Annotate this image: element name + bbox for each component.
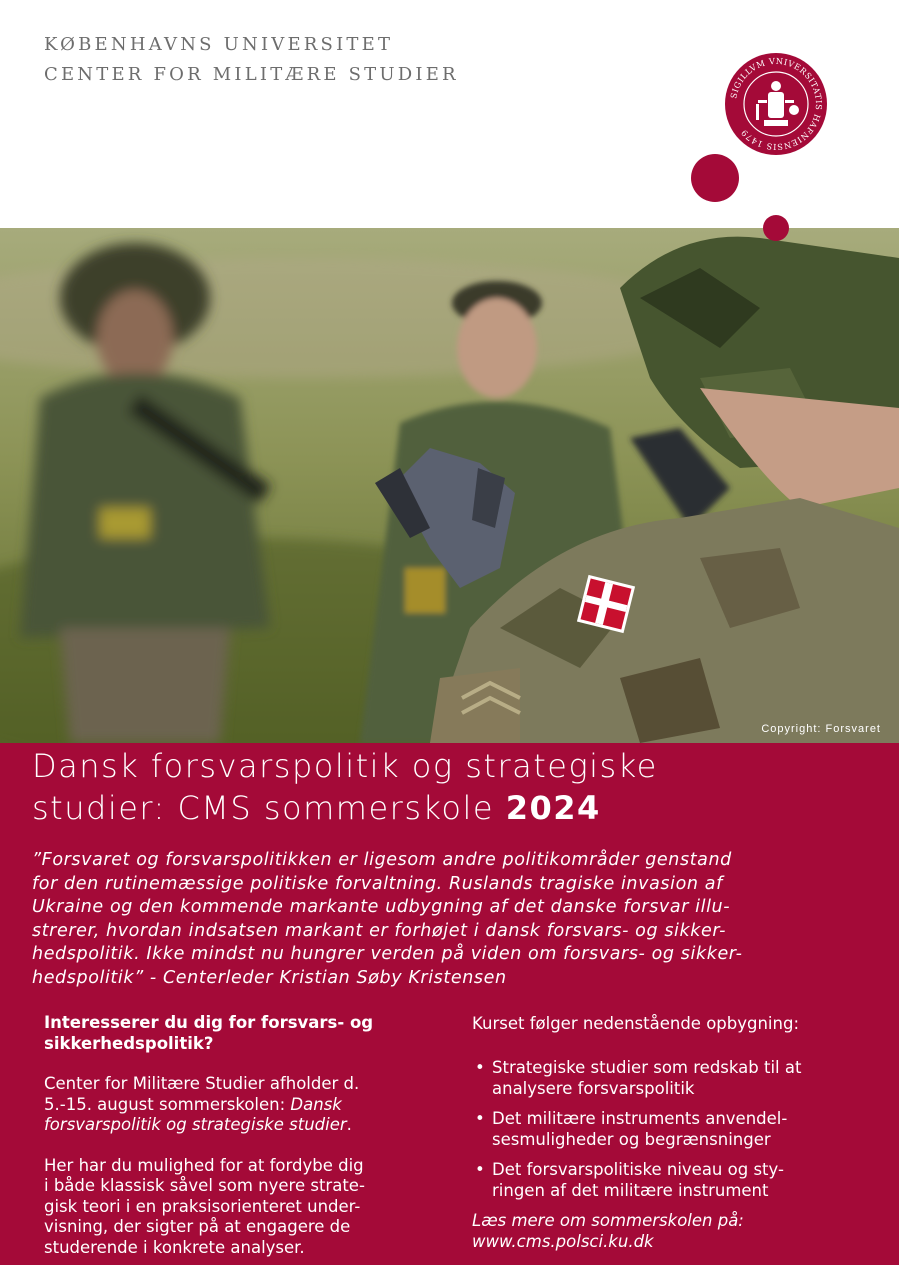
paragraph-line: gisk teori i en praksisorienteret under- (44, 1196, 361, 1216)
paragraph-line (44, 1095, 434, 1116)
quote-line: ”Forsvaret og forsvarspolitikken er ligesom andre politikområder genstand (32, 850, 732, 870)
cover-photo (0, 228, 899, 743)
quote-line: hedspolitik” - Centerleder Kristian Søby Kristensen (32, 967, 507, 988)
bullet-line: • Det forsvarspolitiske niveau og sty- (492, 1160, 784, 1179)
title-line-2-text: studier: CMS sommerskole (32, 789, 506, 827)
bullet-line: analysere forsvarspolitik (492, 1079, 695, 1098)
decorative-dot-small (763, 215, 789, 241)
quote-line: hedspolitik. Ikke mindst nu hungrer verden på viden om forsvars- og sikker- (32, 944, 743, 964)
content-panel (0, 743, 899, 1265)
center-name: CENTER FOR MILITÆRE STUDIER (44, 64, 459, 85)
read-more-link[interactable]: www.cms.polsci.ku.dk (472, 1232, 654, 1251)
intro-heading (44, 1013, 434, 1054)
bullet-line: • Det militære instruments anvendel- (492, 1109, 788, 1128)
centre-leader-quote (32, 849, 872, 990)
course-title-part: forsvarspolitik og strategiske studier (44, 1115, 347, 1134)
decorative-dot (691, 154, 739, 202)
quote-line: for den rutinemæssige politiske forvaltning. Ruslands tragiske invasion af (32, 873, 723, 894)
paragraph-text: . (346, 1115, 352, 1134)
soldiers-photo (0, 228, 899, 743)
paragraph-line: studerende i konkrete analyser. (44, 1237, 305, 1257)
intro-paragraph-1 (44, 1074, 434, 1136)
read-more (472, 1210, 872, 1252)
paragraph-line (44, 1115, 434, 1136)
quote-line: Ukraine og den kommende markante udbygning af det danske forsvar illu- (32, 897, 731, 917)
course-title-part: Dansk (290, 1094, 342, 1114)
page-title (32, 745, 882, 829)
title-line-2 (32, 787, 882, 829)
paragraph-line: i både klassisk såvel som nyere strate- (44, 1176, 365, 1195)
course-bullet (472, 1108, 872, 1150)
course-bullet (472, 1057, 872, 1099)
title-line-1: Dansk forsvarspolitik og strategiske (32, 747, 658, 785)
page-header (0, 0, 899, 228)
read-more-label: Læs mere om sommerskolen på: (472, 1211, 744, 1230)
university-name: KØBENHAVNS UNIVERSITET (44, 34, 394, 55)
bullet-line: ringen af det militære instrument (492, 1181, 769, 1200)
bullet-line: • Strategiske studier som redskab til at (492, 1058, 802, 1077)
course-intro: Kurset følger nedenstående opbygning: (472, 1014, 800, 1033)
bullet-line: sesmuligheder og begrænsninger (492, 1130, 771, 1149)
intro-column (44, 1013, 434, 1258)
paragraph-line: Her har du mulighed for at fordybe dig (44, 1155, 364, 1175)
paragraph-line: Center for Militære Studier afholder d. (44, 1074, 360, 1093)
intro-heading-line: Interesserer du dig for forsvars- og (44, 1013, 374, 1032)
university-seal-icon (724, 52, 828, 156)
intro-heading-line: sikkerhedspolitik? (44, 1033, 214, 1053)
svg-text:SIGILLVM VNIVERSITATIS HAFNIEN: SIGILLVM VNIVERSITATIS HAFNIENSIS 1479 (728, 55, 825, 153)
course-structure-column (472, 1013, 872, 1252)
bottom-margin (0, 1265, 899, 1272)
intro-paragraph-2 (44, 1156, 434, 1259)
quote-line: strerer, hvordan indsatsen markant er forhøjet i dansk forsvars- og sikker- (32, 920, 727, 941)
paragraph-text: 5.-15. august sommerskolen: (44, 1094, 291, 1114)
paragraph-line: visning, der sigter på at engagere de (44, 1217, 351, 1236)
photo-copyright: Copyright: Forsvaret (761, 723, 881, 735)
title-year: 2024 (505, 789, 601, 827)
course-bullet (472, 1159, 872, 1201)
